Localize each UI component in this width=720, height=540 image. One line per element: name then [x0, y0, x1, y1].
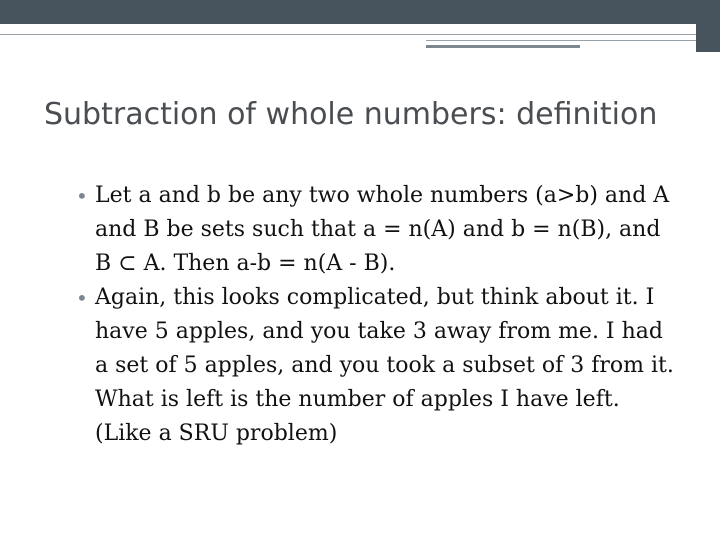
bullet-item [76, 281, 676, 451]
bullet-dot-icon: • [76, 286, 88, 310]
slide-title: Subtraction of whole numbers: definition [44, 97, 658, 132]
bullet-text: Again, this looks complicated, but think about it. I have 5 apples, and you take 3 away from me. I had a set of 5 apples, and you took a subset of 3 from it. What is left is the number of apples I have left. (Like a SRU problem) [95, 285, 674, 446]
header-rule-upper [0, 34, 696, 35]
header-bar-corner [696, 0, 720, 52]
bullet-text: Let a and b be any two whole numbers (a>b) and A and B be sets such that a = n(A) and b = n(B), and B ⊂ A. Then a-b = n(A - B). [95, 183, 670, 276]
bullet-item [76, 179, 676, 281]
header-accent-bar [426, 45, 580, 48]
bullet-list [76, 179, 676, 451]
header-rule-lower [426, 40, 696, 41]
header-bar [0, 0, 720, 24]
bullet-dot-icon: • [76, 184, 88, 208]
